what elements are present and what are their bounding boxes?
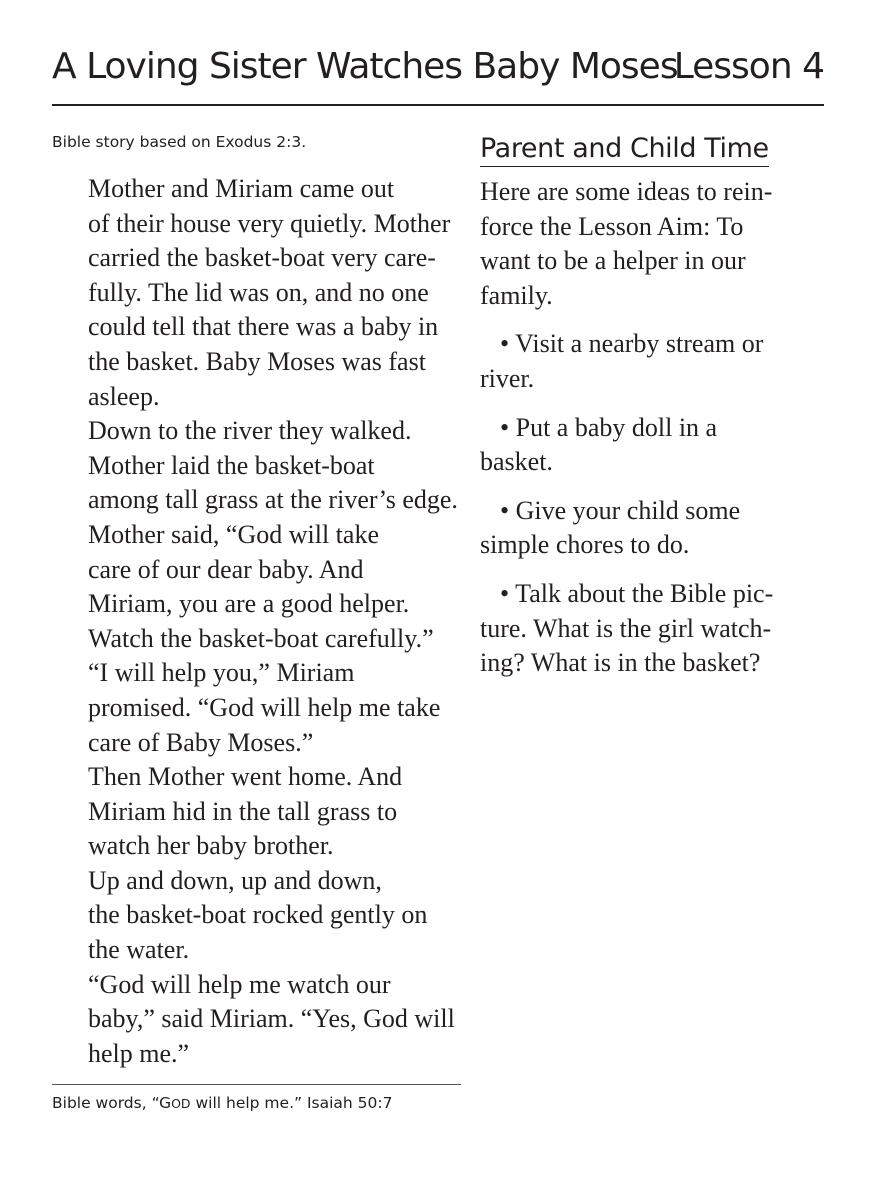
story-line: among tall grass at the river’s edge. xyxy=(88,485,458,515)
story-line: help me.” xyxy=(88,1038,190,1068)
story-line: Watch the basket-boat carefully.” xyxy=(88,623,434,653)
intro-line: family. xyxy=(480,280,553,310)
story-line: Mother laid the basket-boat xyxy=(88,450,375,480)
story-paragraph xyxy=(52,172,472,414)
lesson-number: Lesson 4 xyxy=(673,46,824,87)
story-line: watch her baby brother. xyxy=(88,831,334,861)
idea-line: simple chores to do. xyxy=(480,530,690,560)
page-title: A Loving Sister Watches Baby Moses xyxy=(52,46,678,87)
story-line: care of Baby Moses.” xyxy=(88,727,314,757)
story-line: the basket. Baby Moses was fast xyxy=(88,346,426,376)
story-paragraph xyxy=(52,760,472,864)
story-line: the basket-boat rocked gently on xyxy=(88,900,428,930)
idea-line: • Visit a nearby stream or xyxy=(500,329,764,359)
story-paragraph xyxy=(52,864,472,968)
parent-child-sidebar xyxy=(480,175,840,695)
story-line: baby,” said Miriam. “Yes, God will xyxy=(88,1004,455,1034)
story-line: Down to the river they walked. xyxy=(88,416,412,446)
idea-item xyxy=(480,577,840,681)
story-line: promised. “God will help me take xyxy=(88,692,441,722)
story-paragraph xyxy=(52,656,472,760)
footer-divider xyxy=(52,1084,461,1085)
bible-words-prefix: Bible words, “ xyxy=(52,1094,160,1112)
bible-words xyxy=(52,1094,392,1112)
story-line: care of our dear baby. And xyxy=(88,554,364,584)
story-line: fully. The lid was on, and no one xyxy=(88,277,429,307)
story-line: Then Mother went home. And xyxy=(88,762,403,792)
story-line: Miriam, you are a good helper. xyxy=(88,589,410,619)
idea-item xyxy=(480,411,840,480)
idea-line: ture. What is the girl watch- xyxy=(480,613,772,643)
bible-words-suffix: will help me.” Isaiah 50:7 xyxy=(190,1094,393,1112)
story-line: Mother said, “God will take xyxy=(88,519,379,549)
idea-line: • Put a baby doll in a xyxy=(500,412,718,442)
bible-story xyxy=(52,172,472,1071)
idea-line: • Talk about the Bible pic- xyxy=(500,578,774,608)
story-line: asleep. xyxy=(88,381,160,411)
story-line: Mother and Miriam came out xyxy=(88,174,395,203)
idea-line: river. xyxy=(480,363,535,393)
intro-line: want to be a helper in our xyxy=(480,246,746,276)
idea-item xyxy=(480,494,840,563)
god-initial: G xyxy=(159,1094,172,1112)
story-line: could tell that there was a baby in xyxy=(88,312,439,342)
sidebar-intro xyxy=(480,175,840,313)
story-line: Up and down, up and down, xyxy=(88,865,382,895)
sidebar-heading: Parent and Child Time xyxy=(480,133,769,167)
story-line: of their house very quietly. Mother xyxy=(88,208,451,238)
idea-item xyxy=(480,327,840,396)
story-line: “I will help you,” Miriam xyxy=(88,658,355,688)
intro-line: force the Lesson Aim: To xyxy=(480,211,744,241)
page-header xyxy=(52,38,824,98)
source-note: Bible story based on Exodus 2:3. xyxy=(52,133,307,151)
header-divider xyxy=(52,104,824,106)
story-line: the water. xyxy=(88,935,190,965)
story-paragraph xyxy=(52,518,472,656)
god-small-caps: OD xyxy=(171,1096,191,1111)
story-line: “God will help me watch our xyxy=(88,969,391,999)
idea-line: basket. xyxy=(480,447,553,477)
story-line: Miriam hid in the tall grass to xyxy=(88,796,398,826)
idea-line: ing? What is in the basket? xyxy=(480,648,761,678)
intro-line: Here are some ideas to rein- xyxy=(480,177,773,206)
idea-line: • Give your child some xyxy=(500,495,741,525)
story-paragraph xyxy=(52,968,472,1072)
story-paragraph xyxy=(52,414,472,518)
story-line: carried the basket-boat very care- xyxy=(88,243,436,273)
